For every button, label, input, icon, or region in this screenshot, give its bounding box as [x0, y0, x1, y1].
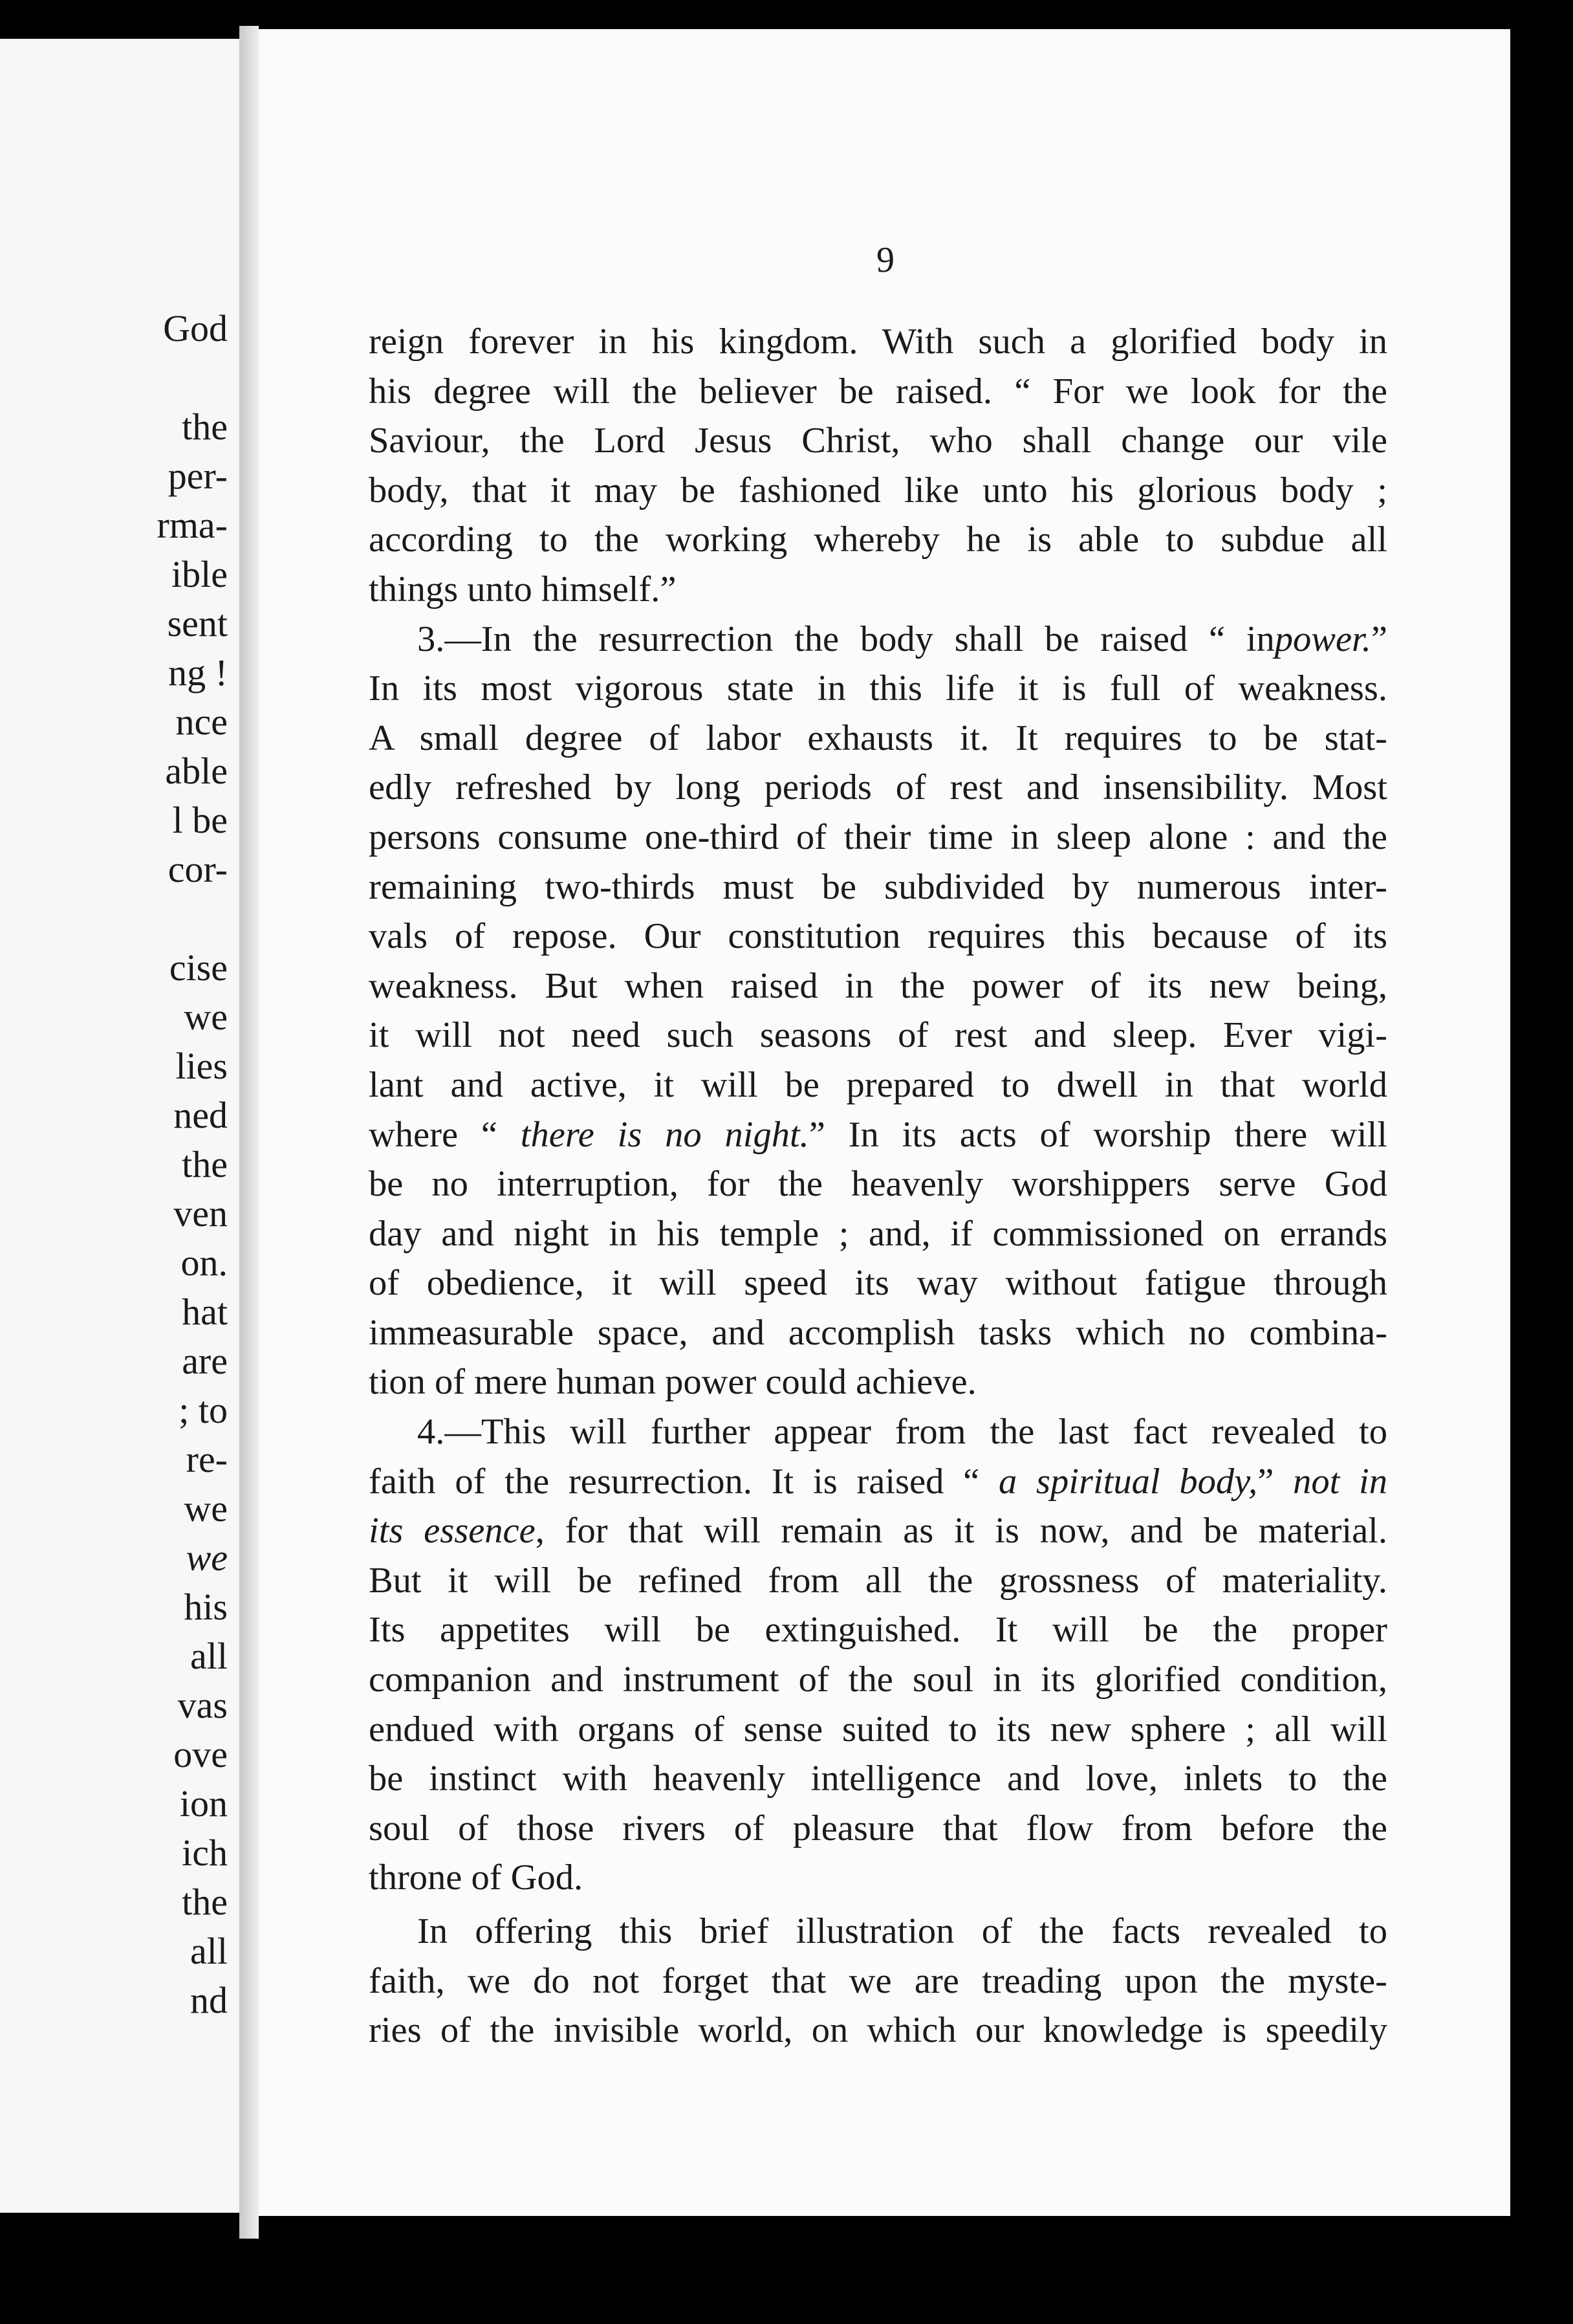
text-line-paragraph-3 — [369, 615, 1387, 664]
left-fragment: ng ! — [168, 652, 228, 694]
text-line: companion and instrument of the soul in its glorified condition, — [369, 1660, 1387, 1700]
text-line: vals of repose. Our constitution requires this because of its — [369, 916, 1387, 957]
left-fragment: lies — [175, 1045, 228, 1087]
text-fragment: 3.—In the resurrection the body shall be raised “ in — [417, 619, 1275, 659]
text-line: ries of the invisible world, on which our knowledge is speedily — [369, 2010, 1387, 2051]
left-fragment: able — [165, 750, 228, 792]
text-line: according to the working whereby he is able to subdue all — [369, 520, 1387, 560]
text-line — [369, 1506, 1387, 1556]
text-line: Saviour, the Lord Jesus Christ, who shall change our vile — [369, 421, 1387, 461]
text-fragment: ” — [1371, 619, 1387, 659]
text-line — [369, 1110, 1387, 1160]
text-line — [369, 1457, 1387, 1507]
left-fragment: ible — [171, 553, 228, 595]
text-line: endued with organs of sense suited to its new sphere ; all will — [369, 1709, 1387, 1749]
left-fragment: l be — [172, 799, 228, 841]
left-fragment: per- — [168, 455, 228, 497]
left-fragment: we — [184, 996, 228, 1038]
text-line: A small degree of labor exhausts it. It requires to be stat- — [369, 718, 1387, 758]
left-fragment: the — [182, 1881, 228, 1923]
page-body-text — [369, 317, 1387, 2055]
left-fragment: God — [163, 307, 228, 349]
text-line: day and night in his temple ; and, if commissioned on errands — [369, 1213, 1387, 1254]
left-fragment: on. — [180, 1242, 228, 1284]
text-fragment: where “ — [369, 1114, 521, 1155]
left-page-text-fragments — [157, 39, 228, 2025]
left-fragment: we — [186, 1537, 228, 1579]
book-gutter — [239, 26, 259, 2239]
text-fragment: faith of the resurrection. It is raised “ — [369, 1461, 999, 1502]
left-fragment: cor- — [168, 848, 228, 890]
text-line: be instinct with heavenly intelligence and love, inlets to the — [369, 1759, 1387, 1799]
text-line: In its most vigorous state in this life it is full of weakness. — [369, 668, 1387, 709]
text-line-paragraph-5: In offering this brief illustration of the facts revealed to — [417, 1911, 1387, 1951]
italic-text: a spiritual body, — [999, 1461, 1258, 1502]
italic-text: there is no night. — [520, 1114, 809, 1155]
text-line: it will not need such seasons of rest and sleep. Ever vigi- — [369, 1015, 1387, 1056]
text-line: things unto himself.” — [369, 569, 677, 609]
text-line: tion of mere human power could achieve. — [369, 1362, 977, 1403]
text-line: weakness. But when raised in the power of its new being, — [369, 965, 1387, 1006]
text-line-paragraph-4: 4.—This will further appear from the last fact revealed to — [417, 1412, 1387, 1453]
text-line: of obedience, it will speed its way without fatigue through — [369, 1263, 1387, 1304]
left-fragment — [157, 353, 228, 402]
text-line: immeasurable space, and accomplish tasks which no combina- — [369, 1312, 1387, 1353]
text-line: remaining two-thirds must be subdivided by numerous inter- — [369, 866, 1387, 907]
text-line: reign forever in his kingdom. With such a glorified body in — [369, 322, 1387, 362]
left-fragment: are — [182, 1340, 228, 1382]
left-fragment: ion — [179, 1782, 228, 1825]
left-fragment: nd — [190, 1979, 228, 2021]
left-fragment: ; to — [179, 1389, 228, 1431]
left-fragment: ich — [182, 1832, 228, 1874]
left-fragment: ned — [173, 1094, 228, 1136]
text-line: faith, we do not forget that we are treading upon the myste- — [369, 1960, 1387, 2001]
text-fragment: ” — [1257, 1461, 1294, 1502]
left-fragment: ove — [173, 1733, 228, 1775]
left-fragment: vas — [177, 1684, 228, 1726]
text-line: edly refreshed by long periods of rest and insensibility. Most — [369, 767, 1387, 808]
text-line: throne of God. — [369, 1858, 583, 1898]
left-fragment: cise — [169, 947, 228, 989]
left-fragment: the — [182, 1143, 228, 1185]
italic-text: its essence — [369, 1511, 536, 1551]
text-line: lant and active, it will be prepared to dwell in that world — [369, 1064, 1387, 1105]
left-fragment: rma- — [157, 504, 228, 546]
left-fragment: all — [190, 1635, 228, 1677]
text-line: persons consume one-third of their time in sleep alone : and the — [369, 817, 1387, 857]
italic-text: power. — [1274, 619, 1371, 659]
left-fragment: sent — [167, 602, 228, 644]
text-line: his degree will the believer be raised. “ For we look for the — [369, 371, 1387, 411]
left-fragment: hat — [182, 1291, 228, 1333]
text-line: body, that it may be fashioned like unto his glorious body ; — [369, 470, 1387, 510]
left-fragment: his — [184, 1586, 228, 1628]
left-fragment — [157, 894, 228, 943]
text-fragment: ” In its acts of worship there will — [808, 1114, 1387, 1155]
text-fragment: , for that will remain as it is now, and be material. — [535, 1511, 1387, 1551]
left-fragment: re- — [186, 1438, 228, 1480]
italic-text: not in — [1293, 1461, 1387, 1502]
page-number: 9 — [876, 240, 895, 280]
left-facing-page — [0, 39, 239, 2213]
left-fragment: the — [182, 406, 228, 448]
left-fragment: nce — [175, 701, 228, 743]
text-line: be no interruption, for the heavenly worshippers serve God — [369, 1164, 1387, 1205]
text-line: Its appetites will be extinguished. It will be the proper — [369, 1610, 1387, 1650]
text-line: But it will be refined from all the grossness of materiality. — [369, 1560, 1387, 1601]
left-fragment: we — [184, 1487, 228, 1529]
left-fragment: all — [190, 1930, 228, 1972]
text-line: soul of those rivers of pleasure that flow from before the — [369, 1808, 1387, 1848]
left-fragment: ven — [173, 1192, 228, 1234]
